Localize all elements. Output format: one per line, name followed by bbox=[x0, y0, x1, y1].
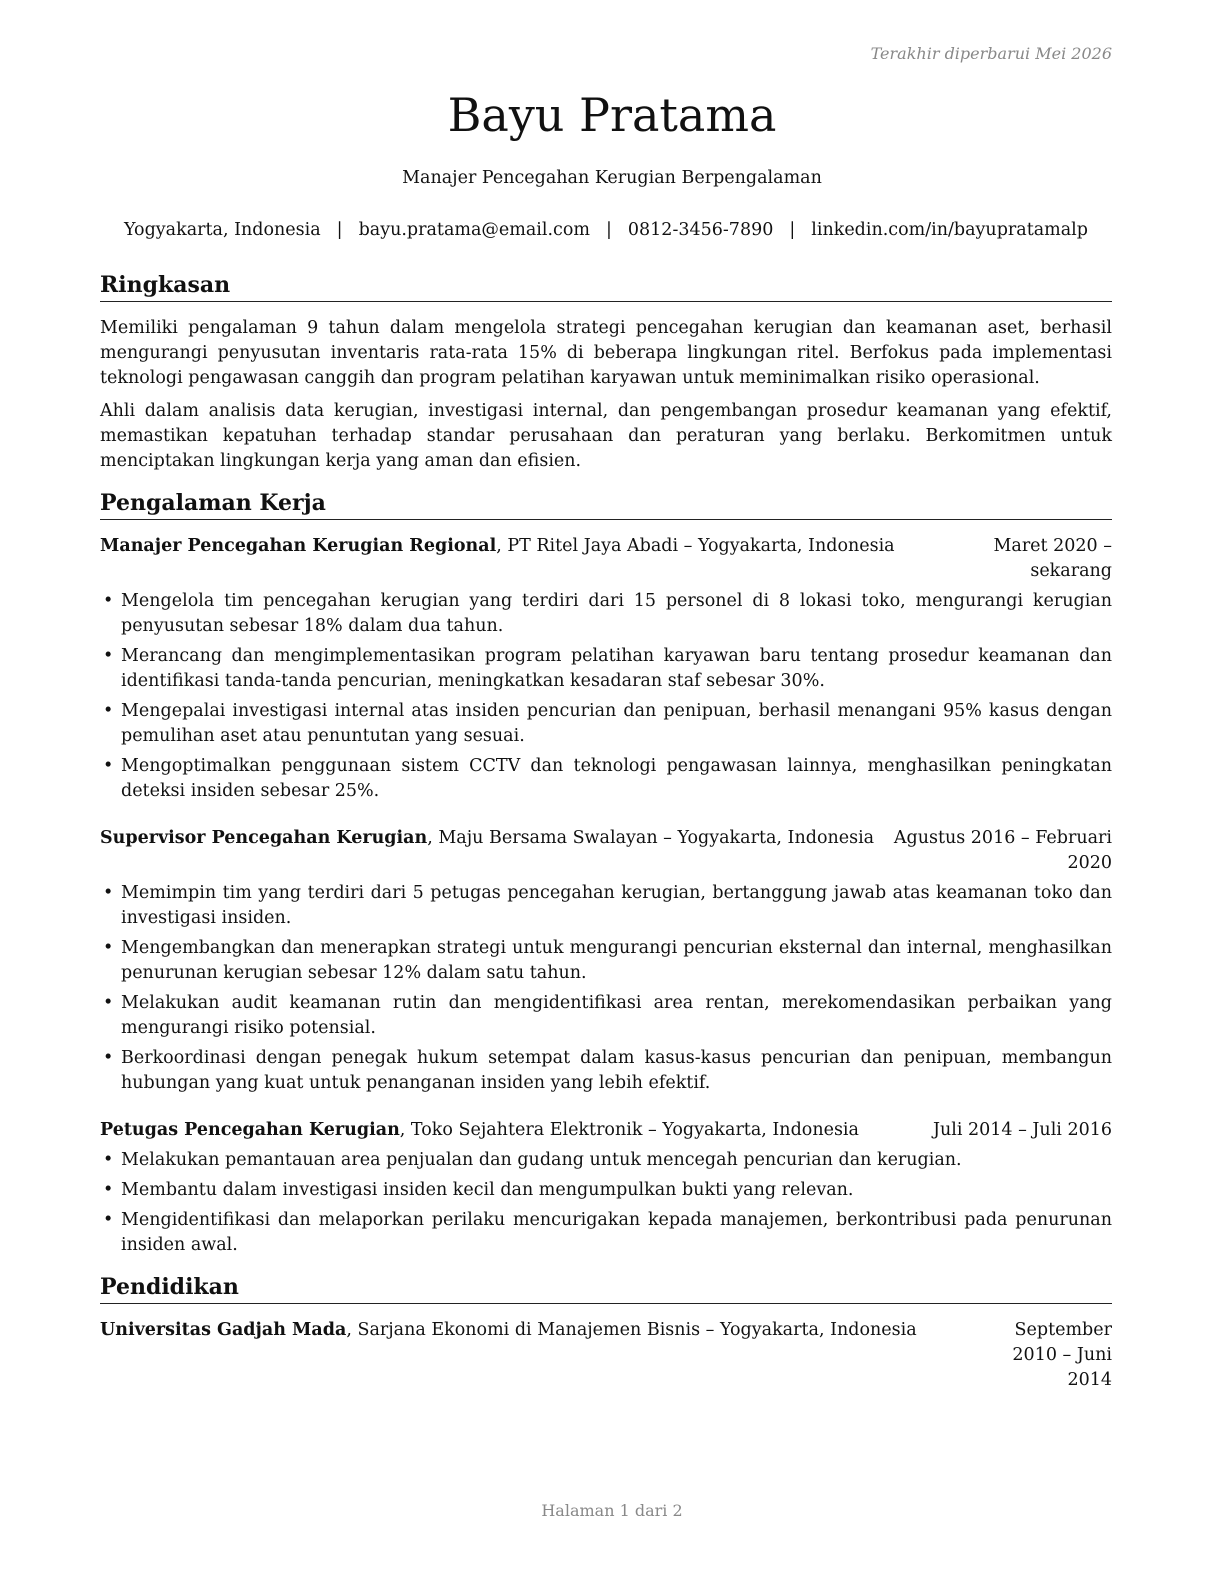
person-name: Bayu Pratama bbox=[447, 88, 777, 142]
bullet-dot: • bbox=[103, 883, 114, 903]
section-title-summary: Ringkasan bbox=[100, 270, 1112, 302]
job-header bbox=[100, 1118, 1112, 1143]
contact-separator: | bbox=[789, 220, 796, 240]
education-entry bbox=[100, 1318, 1112, 1393]
job-entry bbox=[100, 826, 1112, 1096]
job-bullet bbox=[100, 991, 1112, 1041]
education-date: September 2010 – Juni 2014 bbox=[1012, 1320, 1112, 1390]
contact-linkedin[interactable]: linkedin.com/in/bayupratamalp bbox=[811, 220, 1088, 240]
job-date: Maret 2020 – sekarang bbox=[993, 536, 1112, 581]
job-bullet bbox=[100, 1178, 1112, 1203]
experience-list bbox=[100, 534, 1112, 1258]
job-header bbox=[100, 826, 1112, 876]
contact-separator: | bbox=[606, 220, 612, 240]
bullet-dot: • bbox=[103, 591, 114, 611]
education-school: Universitas Gadjah Mada bbox=[100, 1320, 347, 1340]
job-title: Petugas Pencegahan Kerugian bbox=[100, 1120, 400, 1140]
job-info bbox=[100, 826, 876, 851]
job-bullet bbox=[100, 699, 1112, 749]
bullet-dot: • bbox=[103, 993, 114, 1013]
summary-block bbox=[100, 316, 1112, 474]
bullet-text: Mengepalai investigasi internal atas insiden pencurian dan penipuan, berhasil menangani 95% kasus dengan pemulihan aset atau penuntutan yang sesuai. bbox=[121, 701, 1112, 746]
bullet-dot: • bbox=[103, 1180, 114, 1200]
bullet-text: Membantu dalam investigasi insiden kecil dan mengumpulkan bukti yang relevan. bbox=[121, 1180, 854, 1200]
bullet-text: Merancang dan mengimplementasikan program pelatihan karyawan baru tentang prosedur keamanan dan identifikasi tanda-tanda pencurian, meningkatkan kesadaran staf sebesar 30%. bbox=[121, 646, 1112, 691]
bullet-text: Mengoptimalkan penggunaan sistem CCTV dan teknologi pengawasan lainnya, menghasilkan peningkatan deteksi insiden sebesar 25%. bbox=[121, 756, 1112, 801]
job-bullet bbox=[100, 589, 1112, 639]
job-info bbox=[100, 534, 912, 559]
bullet-text: Melakukan pemantauan area penjualan dan gudang untuk mencegah pencurian dan kerugian. bbox=[121, 1150, 962, 1170]
job-title: Manajer Pencegahan Kerugian Regional bbox=[100, 536, 497, 556]
resume-content bbox=[100, 270, 1112, 1393]
job-bullet bbox=[100, 936, 1112, 986]
bullet-dot: • bbox=[103, 646, 114, 666]
job-bullets bbox=[100, 881, 1112, 1096]
page-footer: Halaman 1 dari 2 bbox=[541, 1501, 683, 1520]
job-title: Supervisor Pencegahan Kerugian bbox=[100, 828, 428, 848]
job-org: , PT Ritel Jaya Abadi – Yogyakarta, Indonesia bbox=[496, 536, 895, 556]
job-org: , Toko Sejahtera Elektronik – Yogyakarta, Indonesia bbox=[399, 1120, 859, 1140]
job-bullet bbox=[100, 1046, 1112, 1096]
bullet-dot: • bbox=[103, 1150, 114, 1170]
bullet-dot: • bbox=[103, 1048, 114, 1068]
job-org: , Maju Bersama Swalayan – Yogyakarta, Indonesia bbox=[427, 828, 875, 848]
job-bullet bbox=[100, 1148, 1112, 1173]
job-info bbox=[100, 1118, 927, 1143]
job-date: Agustus 2016 – Februari 2020 bbox=[893, 828, 1112, 873]
job-bullets bbox=[100, 1148, 1112, 1258]
bullet-text: Mengidentifikasi dan melaporkan perilaku mencurigakan kepada manajemen, berkontribusi pada penurunan insiden awal. bbox=[121, 1210, 1112, 1255]
bullet-dot: • bbox=[103, 1210, 114, 1230]
bullet-text: Mengelola tim pencegahan kerugian yang terdiri dari 15 personel di 8 lokasi toko, mengurangi kerugian penyusutan sebesar 18% dalam dua tahun. bbox=[121, 591, 1112, 636]
section-title-education: Pendidikan bbox=[100, 1272, 1112, 1304]
contact-line bbox=[100, 220, 1112, 240]
summary-paragraph: Ahli dalam analisis data kerugian, investigasi internal, dan pengembangan prosedur keamanan yang efektif, memastikan kepatuhan terhadap standar perusahaan dan peraturan yang berlaku. Berkomitmen untuk menciptakan lingkungan kerja yang aman dan efisien. bbox=[100, 401, 1112, 471]
bullet-text: Melakukan audit keamanan rutin dan mengidentifikasi area rentan, merekomendasikan perbaikan yang mengurangi risiko potensial. bbox=[121, 993, 1112, 1038]
job-entry bbox=[100, 1118, 1112, 1258]
bullet-text: Berkoordinasi dengan penegak hukum setempat dalam kasus-kasus pencurian dan penipuan, membangun hubungan yang kuat untuk penanganan insiden yang lebih efektif. bbox=[121, 1048, 1112, 1093]
job-bullets bbox=[100, 589, 1112, 804]
education-info bbox=[100, 1318, 972, 1343]
job-bullet bbox=[100, 881, 1112, 931]
job-header bbox=[100, 534, 1112, 584]
bullet-text: Mengembangkan dan menerapkan strategi untuk mengurangi pencurian eksternal dan internal, menghasilkan penurunan kerugian sebesar 12% dalam satu tahun. bbox=[121, 938, 1112, 983]
contact-separator: | bbox=[336, 220, 343, 240]
summary-paragraph: Memiliki pengalaman 9 tahun dalam mengelola strategi pencegahan kerugian dan keamanan aset, berhasil mengurangi penyusutan inventaris rata-rata 15% di beberapa lingkungan ritel. Berfokus pada implementasi teknologi pengawasan canggih dan program pelatihan karyawan untuk meminimalkan risiko operasional. bbox=[100, 318, 1112, 388]
bullet-dot: • bbox=[103, 701, 114, 721]
job-bullet bbox=[100, 754, 1112, 804]
contact-phone: 0812-3456-7890 bbox=[627, 220, 774, 240]
job-date: Juli 2014 – Juli 2016 bbox=[932, 1120, 1112, 1140]
job-entry bbox=[100, 534, 1112, 804]
last-updated: Terakhir diperbarui Mei 2026 bbox=[870, 44, 1112, 63]
bullet-dot: • bbox=[103, 756, 114, 776]
job-bullet bbox=[100, 644, 1112, 694]
section-title-experience: Pengalaman Kerja bbox=[100, 488, 1112, 520]
education-detail: , Sarjana Ekonomi di Manajemen Bisnis – Yogyakarta, Indonesia bbox=[346, 1320, 917, 1340]
bullet-dot: • bbox=[103, 938, 114, 958]
bullet-text: Memimpin tim yang terdiri dari 5 petugas pencegahan kerugian, bertanggung jawab atas keamanan toko dan investigasi insiden. bbox=[121, 883, 1112, 928]
job-bullet bbox=[100, 1208, 1112, 1258]
contact-email[interactable]: bayu.pratama@email.com bbox=[358, 220, 590, 240]
job-subtitle: Manajer Pencegahan Kerugian Berpengalaman bbox=[402, 168, 822, 188]
contact-location: Yogyakarta, Indonesia bbox=[124, 220, 321, 240]
